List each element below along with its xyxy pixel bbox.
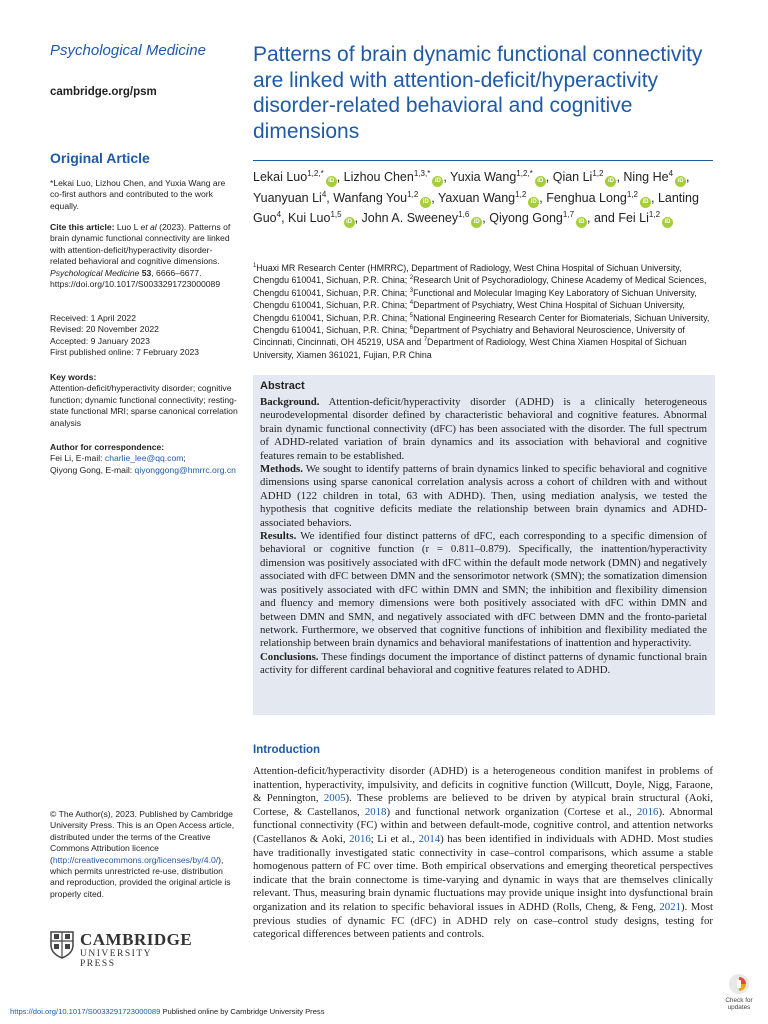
affiliation-text: Research Unit of Psychoradiology, Chinese Academy of Medical Sciences, Chengdu 610041, Sichuan, P.R. China; [253,275,707,298]
abstract-box [253,375,715,715]
author [450,170,546,184]
email-link-qiyong-gong[interactable]: qiyonggong@hmrrc.org.cn [134,464,236,475]
orcid-icon[interactable]: iD [662,217,673,228]
affiliation-marker: 6 [409,325,414,332]
doi-link[interactable]: https://doi.org/10.1017/S0033291723000089 [10,1007,161,1016]
publisher-subname: UNIVERSITY PRESS [80,949,152,969]
title-divider [253,160,713,161]
author [489,211,587,225]
cambridge-logo [50,928,193,969]
license-block: © The Author(s), 2023. Published by Cambridge University Press. This is an Open Access article, distributed under the terms of the Creative Commons Attribution licence (http://creativecommons.org/licenses/by/4.0/), which permits unrestricted re-use, distribution and reproduction, provided the original article is properly cited. [50,809,235,899]
cite-label: Cite this article: [50,222,115,232]
email-link-fei-li[interactable]: charlie_lee@qq.com [104,453,184,464]
affiliation-marker: 4 [409,300,414,307]
author-affiliation-marker: 1,2 [407,189,419,199]
author-name: John A. Sweeney [361,211,459,225]
author-name: Ning He [623,170,669,184]
author-name: Yaxuan Wang [438,190,516,205]
author-name: Qiyong Gong [489,211,563,225]
affiliation-text: Department of Radiology, West China Xiamen Hospital of Sichuan University, Xiamen 361021, Fujian, P.R China [253,337,687,360]
author-affiliation-marker: 4 [276,209,282,219]
author-name: Qian Li [552,170,593,184]
author [618,211,673,225]
author-name: Fenghua Long [546,190,627,205]
check-for-updates-icon [729,974,749,994]
author-affiliation-marker: 1,6 [458,209,470,219]
orcid-icon[interactable]: iD [535,176,546,187]
author-affiliation-marker: 1,2 [626,189,638,199]
author [344,170,444,184]
correspondence-block: Author for correspondence: Fei Li, E-mail: charlie_lee@qq.com; Qiyong Gong, E-mail: qiyonggong@hmrrc.org.cn [50,442,236,475]
journal-name: Psychological Medicine [50,42,206,59]
author [362,211,483,225]
orcid-icon[interactable]: iD [471,217,482,228]
affiliation-marker: 3 [409,287,414,294]
page-footer: https://doi.org/10.1017/S0033291723000089 Published online by Cambridge University Press [10,1007,325,1016]
author-list: Lekai Luo$^{1,2,*}$iD , Lizhou Chen$^{1,3,*}$iD , Yuxia Wang$^{1,2,*}$iD , Qian Li$^{1,2}$iD , Ning He$^4$iD , Yuanyuan Li$^4$, Wanfang You$^{1,2}$iD , Yaxuan Wang$^{1,2}$iD , Fenghua Long$^{1,2}$iD , Lanting Guo$^4$, Kui Luo$^{1,5}$iD , John A. Sweeney$^{1,6}$iD , Qiyong Gong$^{1,7}$iD , and Fei Li$^{1,2}$iD [253,167,718,229]
cambridge-shield-icon [50,931,74,959]
affiliation-text: National Engineering Research Center for Biomaterials, Sichuan University, Chengdu 610041, Sichuan, P.R. China; [253,312,710,336]
author-name: Kui Luo [288,211,331,225]
introduction-heading: Introduction [253,744,321,756]
affiliation-text: Functional and Molecular Imaging Key Laboratory of Sichuan University, Chengdu 610041, Sichuan, P.R. China; [253,287,697,311]
author-name: Lekai Luo [253,170,308,184]
affiliation-marker: 7 [423,337,428,344]
publisher-name: CAMBRIDGE [80,930,193,949]
author [546,191,651,205]
citation-link[interactable]: 2016 [636,805,659,818]
orcid-icon[interactable]: iD [420,197,431,208]
author-affiliation-marker: 1,2,* [307,168,324,178]
author-affiliation-marker: 1,2 [592,168,604,178]
author [288,211,355,225]
author-name: Fei Li [618,211,649,225]
orcid-icon[interactable]: iD [432,176,443,187]
journal-site[interactable]: cambridge.org/psm [50,86,157,98]
affiliation-marker: 5 [409,312,414,319]
author-name: Yuxia Wang [450,170,517,184]
abstract-body: Background. Attention-deficit/hyperactivity disorder (ADHD) is a clinically heterogeneous neurodevelopmental disorder defined by characteristic behavioral and cognitive features. Abnormal brain dynamic functional connectivity (dFC) has been associated with the disorder. The full spectrum of ADHD-related variation of brain dynamics and its association with behavioral and cognitive features remain to be established. Methods. We sought to identify patterns of brain dynamics linked to specific behavioral and cognitive dimensions using sparse canonical correlation analysis across a cohort of children with and without ADHD (122 children in total, 63 with ADHD). Then, using mediation analysis, we tested the hypothesis that cognitive deficits mediate the relationship between brain dynamics and ADHD-associated behaviors. Results. We identified four distinct patterns of dFC, each corresponding to a specific dimension of behavioral or cognitive function (r = 0.811–0.879). Specifically, the inattention/hyperactivity dimension was positively associated with dFC within the default mode network (DMN) and negatively associated with dFC between DMN and the sensorimotor network (SMN); the somatization dimension was positively associated with dFC within DMN and SMN; the inhibition and flexibility dimension and fluency and memory dimensions were both positively associated with dFC within DMN and between DMN and SMN, and negatively associated with dFC between DMN and the fronto-parietal network. Furthermore, we observed that cognitive functions of inhibition and flexibility mediated the relationship between brain dynamics and behavioral manifestations of inattention and hyperactivity. Conclusions. These findings document the importance of distinct patterns of dynamic functional brain activity for different cardinal behavioral and cognitive features related to ADHD. [260,396,707,677]
citation-link[interactable]: 2014 [418,832,441,845]
author-affiliation-marker: 4 [321,189,327,199]
introduction-body: Attention-deficit/hyperactivity disorder (ADHD) is a heterogeneous condition manifest in problems of inattention, hyperactivity, impulsivity, and deficits in cognitive function (Willcutt, Doyle, Nigg, Faraone, & Pennington, 2005). These problems are believed to be driven by atypical brain structural (Aoki, Cortese, & Castellanos, 2018) and functional network organization (Cortese et al., 2016). Abnormal functional connectivity (FC) within and between default-mode, cognitive control, and attention networks (Castellanos & Aoki, 2016; Li et al., 2014) has been identified in individuals with ADHD. Most studies have traditionally investigated static connectivity in case–control comparisons, which assume a stable homogenous pattern of FC over time. Both empirical observations and emerging theoretical perspectives indicate that the brain connectome is time-varying and dynamic in ways that are themselves clinically relevant. Thus, measuring brain dynamic fluctuations may provide unique insight into dysfunctional brain organization and its relation to specific behavioral issues in ADHD (Rolls, Cheng, & Feng, 2021). Most previous studies of dynamic FC (dFC) in ADHD rely on case–control study designs, testing for categorical differences between patients and controls. [253,765,714,941]
author [623,170,686,184]
author-affiliation-marker: 1,2 [515,189,527,199]
affiliation-text: Department of Psychiatry and Behavioral Neuroscience, University of Cincinnati, Cincinnati, OH 45219, USA and [253,325,685,348]
affiliation-text: Huaxi MR Research Center (HMRRC), Department of Radiology, West China Hospital of Sichuan University, Chengdu 610041, Sichuan, P.R. China; [253,263,682,286]
citation-block: Cite this article: Luo L et al (2023). Patterns of brain dynamic functional connectivity are linked with attention-deficit/hyperactivity disorder-related behavioral and cognitive dimensions. Psychological Medicine 53, 6666–6677. https://doi.org/10.1017/S0033291723000089 [50,222,231,290]
citation-link[interactable]: 2018 [364,805,387,818]
author-affiliation-marker: 1,7 [562,209,575,219]
affiliations [253,262,718,361]
orcid-icon[interactable]: iD [326,176,337,187]
orcid-icon[interactable]: iD [576,217,587,228]
keywords-list: Attention-deficit/hyperactivity disorder; cognitive function; dynamic functional connectivity; resting-state functional MRI; sparse canonical correlation analysis [50,383,238,428]
author-affiliation-marker: 1,5 [330,209,342,219]
orcid-icon[interactable]: iD [344,217,355,228]
author-affiliation-marker: 1,2 [648,209,661,219]
author-affiliation-marker: 1,3,* [413,168,431,178]
orcid-icon[interactable]: iD [605,176,616,187]
article-type: Original Article [50,150,150,166]
author-conjunction: and [593,211,615,225]
orcid-icon[interactable]: iD [640,197,651,208]
keywords-label: Key words: [50,372,97,382]
citation-link[interactable]: 2016 [349,832,371,845]
affiliation-marker: 2 [409,275,414,282]
check-for-updates-badge[interactable]: Check for updates [718,974,760,1018]
author-name: Lanting Guo [253,190,699,225]
citation-link[interactable]: 2021 [659,900,681,913]
keywords-block [50,372,238,429]
orcid-icon[interactable]: iD [675,176,686,187]
author [253,191,326,205]
author-name: Wanfang You [333,190,408,205]
author [333,191,431,205]
affiliation-marker: 1 [253,263,257,270]
article-title: Patterns of brain dynamic functional connectivity are linked with attention-deficit/hyperactivity disorder-related behavioral and cognitive dimensions [253,43,703,143]
author-affiliation-marker: 4 [668,168,674,178]
author [438,191,539,205]
co-first-authors-note: *Lekai Luo, Lizhou Chen, and Yuxia Wang are co-first authors and contributed to the work equally. [50,178,226,211]
orcid-icon[interactable]: iD [528,197,539,208]
citation-link[interactable]: 2005 [323,792,346,805]
author-name: Lizhou Chen [343,170,414,184]
correspondence-label: Author for correspondence: [50,442,165,452]
license-link[interactable]: http://creativecommons.org/licenses/by/4.0/ [52,854,219,865]
author-name: Yuanyuan Li [253,190,322,205]
author [253,170,337,184]
dates-block: Received: 1 April 2022 Revised: 20 November 2022 Accepted: 9 January 2023 First published online: 7 February 2023 [50,313,200,358]
author [553,170,617,184]
author-affiliation-marker: 1,2,* [516,168,533,178]
abstract-heading: Abstract [260,380,305,392]
affiliation-text: Department of Psychiatry, West China Hospital of Sichuan University, Chengdu 610041, Sichuan, P.R. China; [253,300,685,323]
